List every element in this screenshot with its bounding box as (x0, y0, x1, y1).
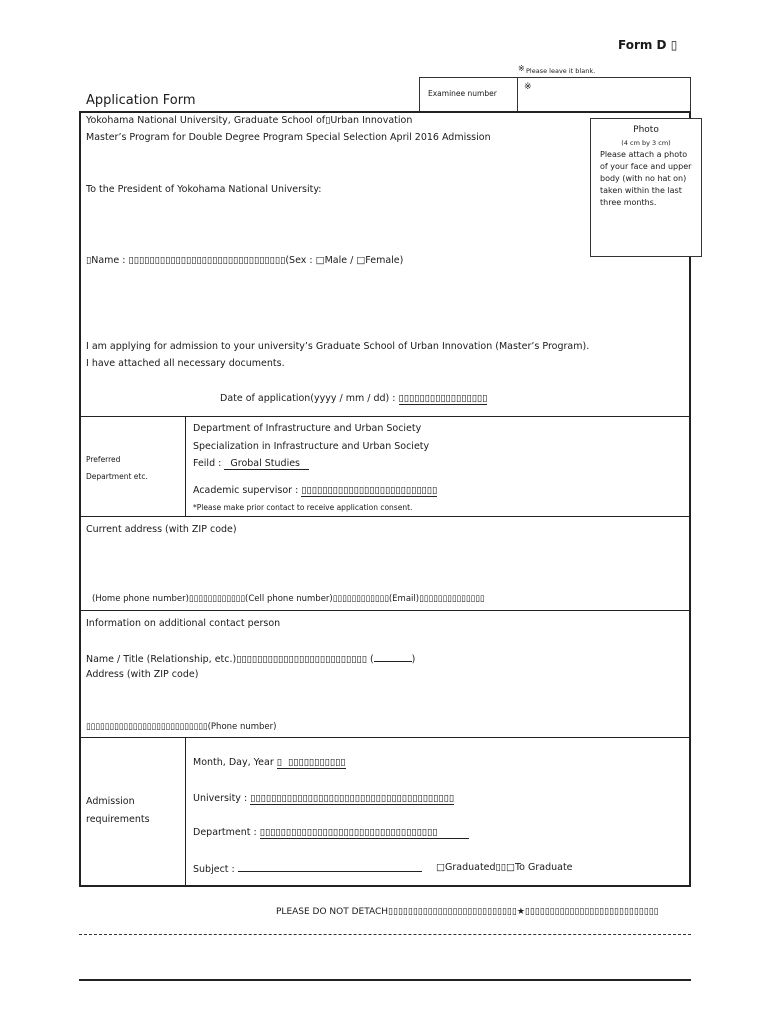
contact-name-row (86, 652, 415, 665)
admission-label: Admission (86, 796, 135, 807)
attached-statement: I have attached all necessary documents. (86, 358, 285, 369)
requirements-label: requirements (86, 814, 150, 825)
department-row (193, 827, 469, 839)
current-address-label: Current address (with ZIP code) (86, 524, 237, 535)
leave-blank-mark: ※ (518, 64, 525, 73)
leave-blank-note: Please leave it blank. (526, 67, 596, 75)
divider-2 (79, 516, 691, 517)
university-label: University : (193, 793, 251, 804)
application-date-field[interactable]: ▯▯▯▯▯▯▯▯▯▯▯▯▯▯▯▯▯ (398, 393, 488, 404)
admission-date-row (193, 757, 346, 769)
photo-size: (4 cm by 3 cm) (621, 139, 671, 147)
university-row (193, 793, 454, 805)
department-field[interactable]: ▯▯▯▯▯▯▯▯▯▯▯▯▯▯▯▯▯▯▯▯▯▯▯▯▯▯▯▯▯▯▯▯▯▯ (260, 827, 470, 839)
admission-date-label: Month, Day, Year (193, 757, 277, 768)
contact-phone-field[interactable]: ▯▯▯▯▯▯▯▯▯▯▯▯▯▯▯▯▯▯▯▯▯▯▯▯▯▯(Phone number) (86, 722, 277, 732)
divider-4 (79, 737, 691, 738)
relationship-field[interactable] (374, 652, 412, 662)
contact-address-label: Address (with ZIP code) (86, 669, 199, 680)
field-row (193, 458, 309, 470)
form-id: Form D ▯ (618, 38, 678, 52)
name-sex-field[interactable]: ▯Name : ▯▯▯▯▯▯▯▯▯▯▯▯▯▯▯▯▯▯▯▯▯▯▯▯▯▯▯▯▯▯(Sex : □Male / □Female) (86, 255, 404, 266)
supervisor-field[interactable]: ▯▯▯▯▯▯▯▯▯▯▯▯▯▯▯▯▯▯▯▯▯▯▯▯▯▯ (301, 485, 438, 496)
department-label: Department : (193, 827, 260, 838)
applying-statement: I am applying for admission to your university’s Graduate School of Urban Innovation (Master’s Program). (86, 341, 590, 352)
do-not-detach-note: PLEASE DO NOT DETACH▯▯▯▯▯▯▯▯▯▯▯▯▯▯▯▯▯▯▯▯▯▯▯▯▯▯★▯▯▯▯▯▯▯▯▯▯▯▯▯▯▯▯▯▯▯▯▯▯▯▯▯▯▯ (276, 907, 659, 917)
examinee-label-cell (419, 77, 518, 112)
bottom-rule (79, 979, 691, 981)
divider-1 (79, 416, 691, 417)
supervisor-row (193, 485, 437, 497)
examinee-label: Examinee number (428, 89, 497, 98)
examinee-mark: ※ (524, 82, 532, 92)
intro-school: Yokohama National University, Graduate School of▯Urban Innovation (86, 115, 413, 126)
subject-row (193, 862, 422, 875)
examinee-number-field[interactable] (517, 77, 691, 112)
contact-name-field[interactable]: Name / Title (Relationship, etc.)▯▯▯▯▯▯▯▯▯▯▯▯▯▯▯▯▯▯▯▯▯▯▯▯▯ ( (86, 654, 374, 665)
intro-program: Master’s Program for Double Degree Program Special Selection April 2016 Admission (86, 132, 491, 143)
admission-column-line (185, 737, 186, 887)
field-label: Feild : (193, 458, 225, 469)
field-value: Grobal Studies (224, 458, 310, 469)
photo-instructions: Please attach a photo of your face and upper body (with no hat on) taken within the last three months. (600, 150, 692, 207)
application-date-row (220, 393, 487, 405)
page-title: Application Form (86, 93, 196, 108)
preferred-label: Preferred (86, 455, 121, 464)
addressee: To the President of Yokohama National University: (86, 184, 322, 195)
university-field[interactable]: ▯▯▯▯▯▯▯▯▯▯▯▯▯▯▯▯▯▯▯▯▯▯▯▯▯▯▯▯▯▯▯▯▯▯▯▯▯▯▯ (250, 793, 455, 804)
supervisor-label: Academic supervisor : (193, 485, 302, 496)
photo-title: Photo (633, 125, 659, 135)
department-name: Department of Infrastructure and Urban Society (193, 423, 422, 434)
specialization-name: Specialization in Infrastructure and Urban Society (193, 441, 430, 452)
application-date-label: Date of application(yyyy / mm / dd) : (220, 393, 399, 404)
cut-line (79, 934, 691, 935)
department-etc-label: Department etc. (86, 472, 148, 481)
preferred-column-line (185, 416, 186, 516)
admission-date-field[interactable]: ▯ ▯▯▯▯▯▯▯▯▯▯▯ (276, 757, 346, 768)
additional-contact-label: Information on additional contact person (86, 618, 281, 629)
relationship-close: ) (411, 654, 416, 665)
photo-box[interactable] (590, 118, 702, 257)
subject-field[interactable] (238, 862, 422, 872)
graduation-status-checkboxes[interactable]: □Graduated▯▯□To Graduate (436, 862, 573, 873)
phone-email-field[interactable]: (Home phone number)▯▯▯▯▯▯▯▯▯▯▯▯(Cell phone number)▯▯▯▯▯▯▯▯▯▯▯▯(Email)▯▯▯▯▯▯▯▯▯▯▯▯▯▯ (92, 594, 485, 604)
prior-contact-note: *Please make prior contact to receive application consent. (193, 503, 413, 512)
divider-3 (79, 610, 691, 611)
subject-label: Subject : (193, 864, 238, 875)
